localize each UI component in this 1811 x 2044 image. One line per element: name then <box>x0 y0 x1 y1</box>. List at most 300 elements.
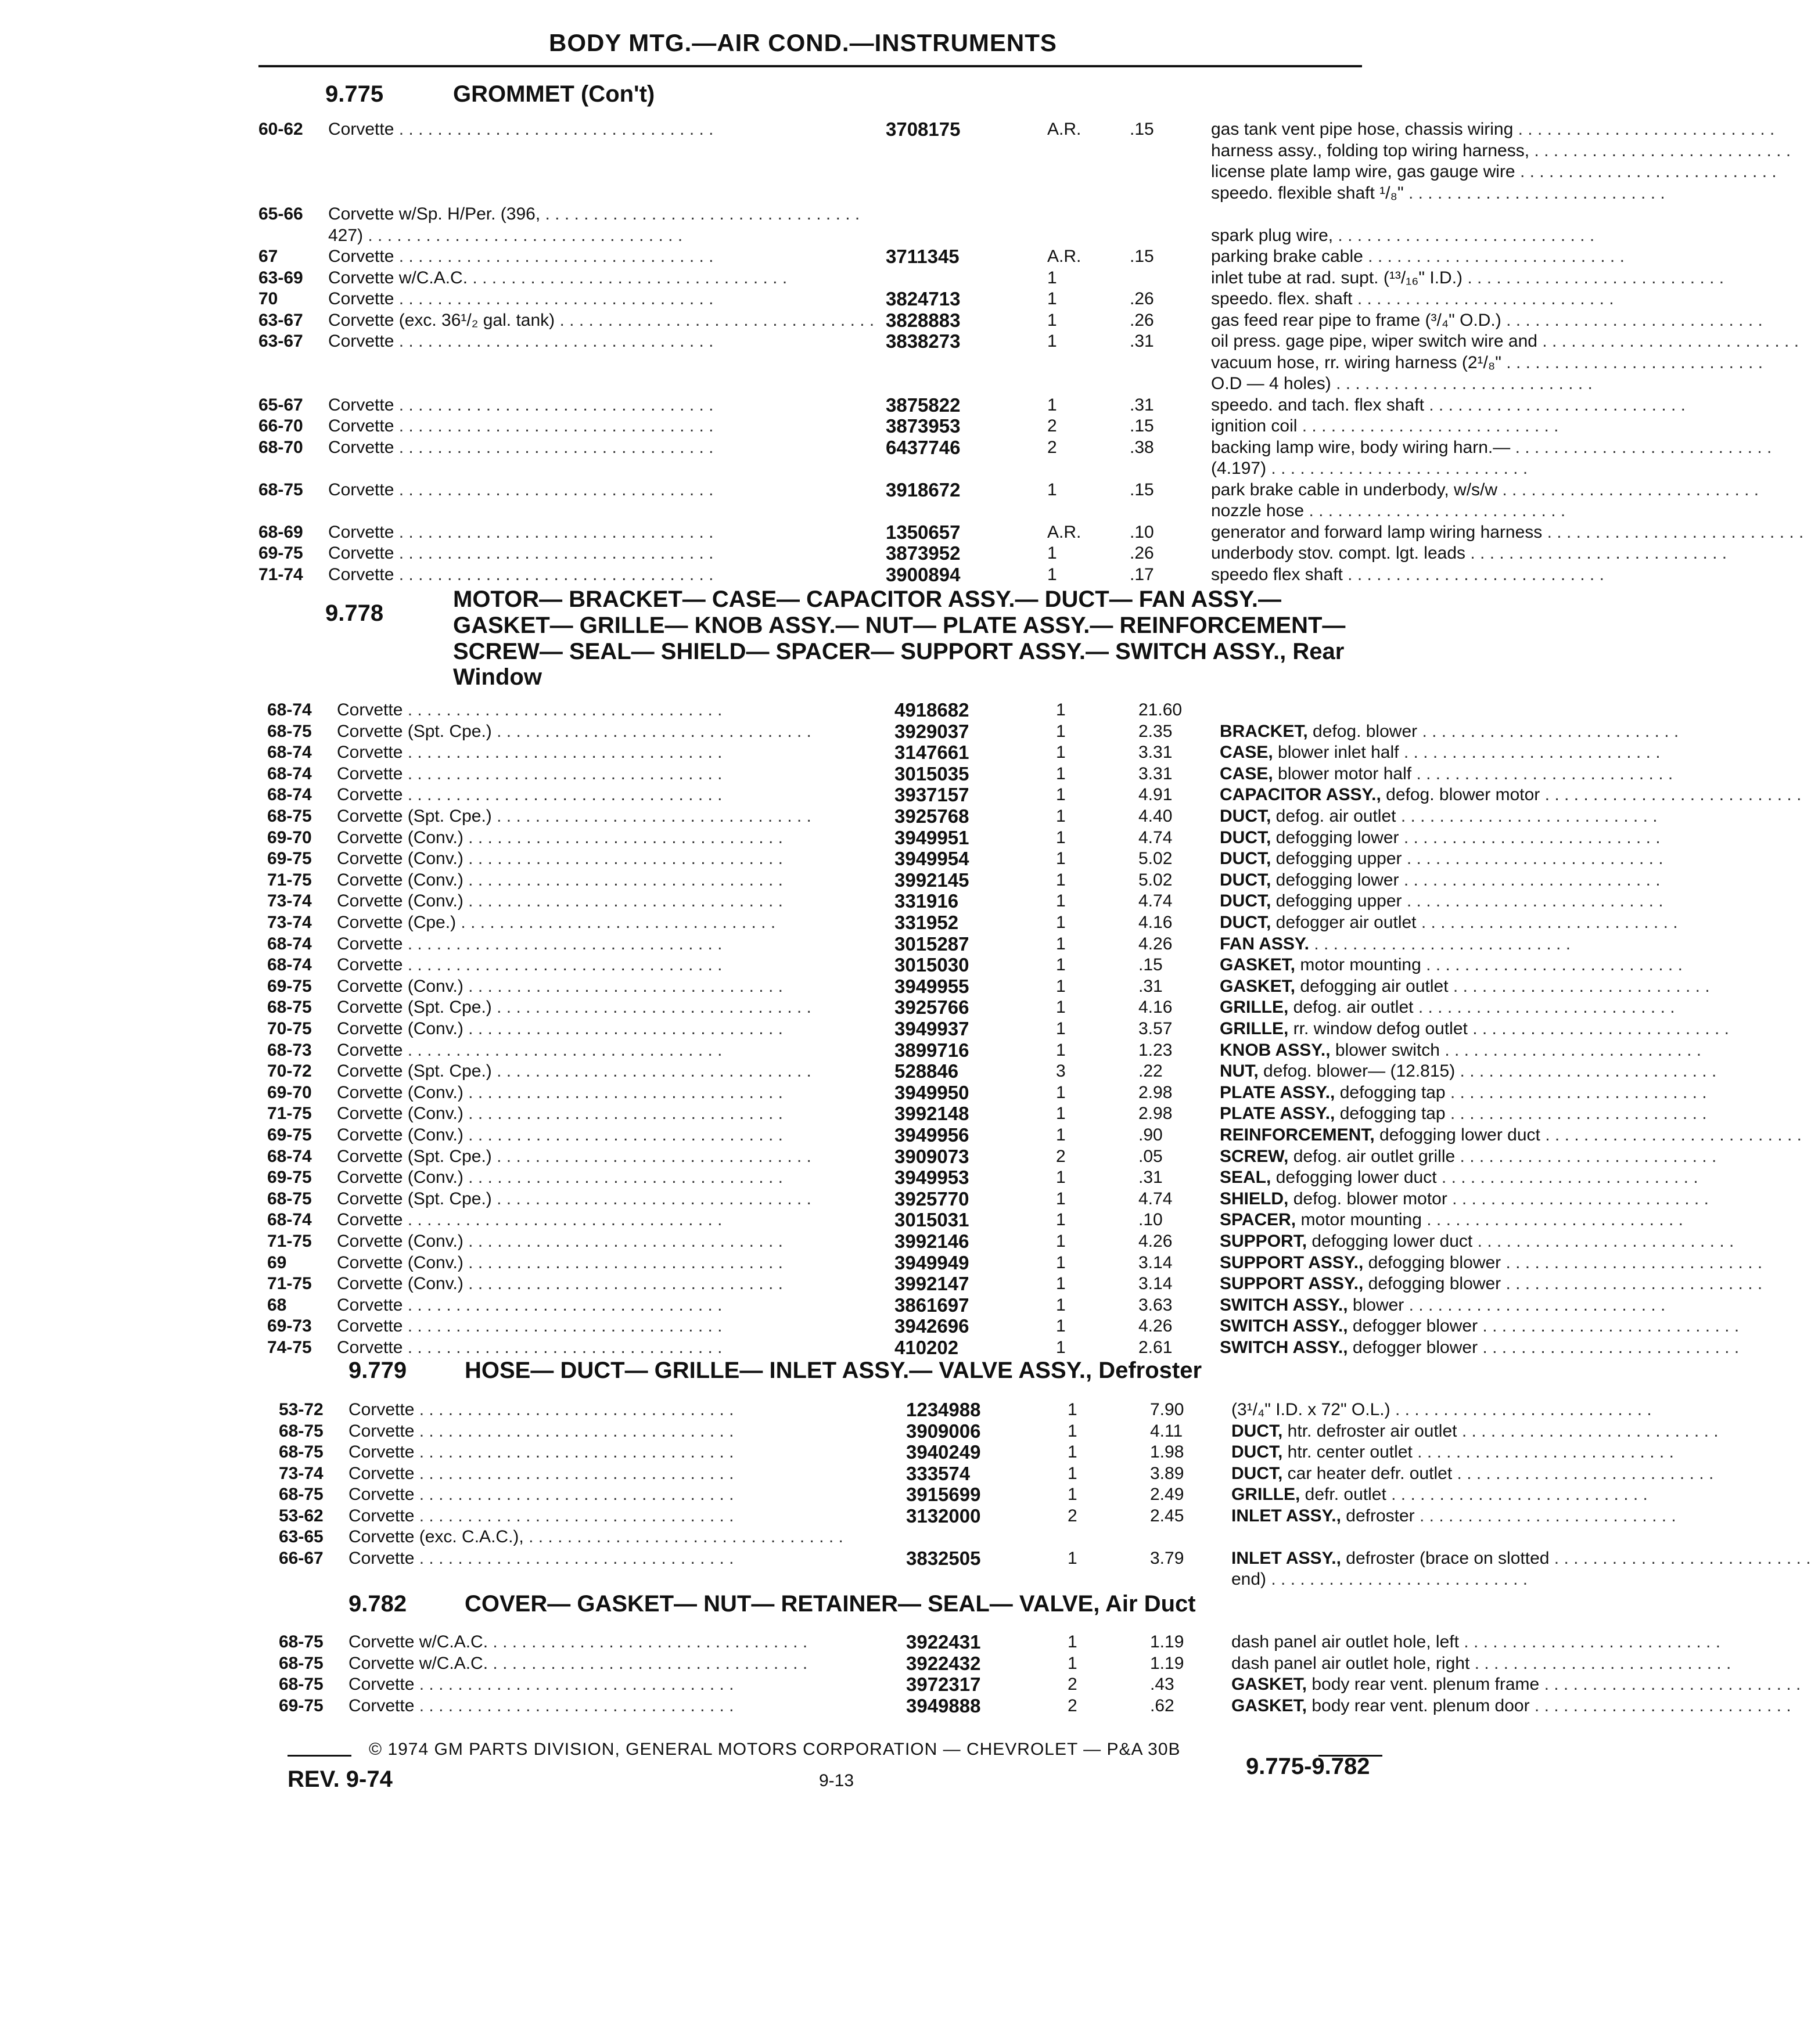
part-number: 3949954 <box>894 848 969 870</box>
part-description <box>1211 480 1629 501</box>
price: .15 <box>1138 955 1163 975</box>
part-description <box>1220 1210 1638 1230</box>
part-description <box>1220 1231 1638 1252</box>
model-name: Corvette . . . <box>337 1337 924 1358</box>
quantity: 1 <box>1047 480 1057 499</box>
part-description-text: blower motor half <box>1273 764 1412 783</box>
model-name: Corvette . . . <box>328 331 915 352</box>
part-keyword: DUCT, <box>1231 1421 1283 1441</box>
model-year: 68-74 <box>267 764 312 783</box>
price: .10 <box>1130 522 1154 542</box>
quantity: 1 <box>1056 1168 1066 1187</box>
part-description-text: parking brake cable <box>1211 247 1363 266</box>
part-number: 3828883 <box>886 309 961 331</box>
model-year: 68-75 <box>267 1189 312 1208</box>
price: .90 <box>1138 1125 1163 1145</box>
quantity: 2 <box>1068 1696 1077 1715</box>
quantity: 1 <box>1056 785 1066 805</box>
quantity: 1 <box>1068 1653 1077 1673</box>
part-description-text: defroster <box>1341 1506 1415 1525</box>
price: 4.74 <box>1138 827 1173 847</box>
part-description <box>1211 246 1629 267</box>
model-year: 53-72 <box>279 1400 324 1419</box>
quantity: 1 <box>1056 1082 1066 1102</box>
model-name: Corvette . . . <box>337 1295 924 1316</box>
quantity: 1 <box>1056 976 1066 996</box>
part-keyword: DUCT, <box>1220 849 1271 869</box>
price: .31 <box>1130 332 1154 351</box>
price: 2.98 <box>1138 1104 1173 1124</box>
quantity: 1 <box>1047 268 1057 287</box>
part-description-text: speedo. and tach. flex shaft <box>1211 395 1424 415</box>
model-name: Corvette . . . <box>348 1506 935 1527</box>
part-number: 3132000 <box>906 1505 981 1527</box>
price: .15 <box>1130 247 1154 266</box>
quantity: 2 <box>1068 1506 1077 1525</box>
quantity: 1 <box>1056 955 1066 975</box>
quantity: 1 <box>1056 764 1066 783</box>
part-number: 3992145 <box>894 869 969 891</box>
part-number: 3972317 <box>906 1674 981 1695</box>
model-name: Corvette . . . <box>337 764 924 785</box>
part-keyword: INLET ASSY., <box>1231 1548 1341 1568</box>
part-keyword: GASKET, <box>1220 976 1296 996</box>
model-name: Corvette (Spt. Cpe.) . . . <box>337 997 924 1018</box>
part-description-text: underbody stov. compt. lgt. leads <box>1211 544 1466 563</box>
part-number: 3992148 <box>894 1103 969 1125</box>
quantity: 1 <box>1056 743 1066 762</box>
part-description-text: speedo. flexible shaft ¹/₈" <box>1211 183 1404 203</box>
model-year: 69-70 <box>267 827 312 847</box>
part-number: 3937157 <box>894 784 969 806</box>
quantity: 1 <box>1056 1040 1066 1060</box>
model-year: 69-73 <box>267 1316 312 1336</box>
model-name: Corvette (Conv.) . . . <box>337 1019 924 1039</box>
part-number: 3015030 <box>894 954 969 976</box>
part-description-text: oil press. gage pipe, wiper switch wire and <box>1211 332 1537 351</box>
part-description-text: harness assy., folding top wiring harness, <box>1211 141 1530 160</box>
model-year: 68-74 <box>267 785 312 805</box>
part-number: 3832505 <box>906 1547 981 1569</box>
section-number: 9.775 <box>325 81 384 107</box>
part-description <box>1220 912 1638 933</box>
part-number: 3918672 <box>886 478 961 501</box>
model-name: Corvette . . . <box>348 1463 935 1484</box>
part-description <box>1211 437 1629 458</box>
part-keyword: CASE, <box>1220 743 1273 762</box>
model-name: Corvette . . . <box>348 1484 935 1505</box>
price: 3.14 <box>1138 1274 1173 1294</box>
part-description-text: blower <box>1348 1295 1404 1315</box>
price: .10 <box>1138 1210 1163 1230</box>
model-name: Corvette (Spt. Cpe.) . . . <box>337 721 924 742</box>
model-year: 69-70 <box>267 1082 312 1102</box>
model-year: 69-75 <box>267 1125 312 1145</box>
quantity: 1 <box>1056 807 1066 826</box>
part-description <box>1211 501 1629 521</box>
price: 4.91 <box>1138 785 1173 805</box>
model-name: Corvette (Spt. Cpe.) . . . <box>337 1189 924 1210</box>
part-description-text: gas tank vent pipe hose, chassis wiring <box>1211 120 1514 139</box>
part-description <box>1211 119 1629 140</box>
price: .62 <box>1150 1696 1174 1715</box>
part-description <box>1220 934 1638 955</box>
part-description-text: defogging lower duct <box>1307 1232 1473 1251</box>
part-keyword: PLATE ASSY., <box>1220 1082 1335 1102</box>
model-name: Corvette . . . <box>337 1316 924 1337</box>
model-year: 69-75 <box>267 849 312 869</box>
part-description-text: defroster (brace on slotted <box>1341 1548 1550 1568</box>
part-number: 3922431 <box>906 1631 981 1653</box>
model-year: 68-75 <box>279 1653 324 1673</box>
part-number: 3949950 <box>894 1081 969 1103</box>
part-number: 3873952 <box>886 542 961 564</box>
model-year: 63-65 <box>279 1527 324 1546</box>
part-number: 3861697 <box>894 1294 969 1316</box>
part-description <box>1220 764 1638 785</box>
part-keyword: CAPACITOR ASSY., <box>1220 785 1381 805</box>
part-description-text: defog. blower <box>1307 721 1418 741</box>
quantity: 2 <box>1056 1146 1066 1166</box>
price: 2.98 <box>1138 1082 1173 1102</box>
part-description <box>1211 373 1629 394</box>
part-description-text: defogging blower <box>1363 1274 1501 1294</box>
quantity: 1 <box>1056 827 1066 847</box>
part-number: 3147661 <box>894 742 969 764</box>
quantity: A.R. <box>1047 247 1081 266</box>
part-number: 3708175 <box>886 118 961 140</box>
part-description-text: body rear vent. plenum frame <box>1307 1675 1540 1694</box>
part-description-text: defogger blower <box>1348 1316 1478 1336</box>
model-year: 53-62 <box>279 1506 324 1525</box>
part-number: 3949956 <box>894 1124 969 1146</box>
part-keyword: GRILLE, <box>1220 998 1289 1017</box>
model-name: Corvette . . . <box>337 742 924 763</box>
price: .15 <box>1130 120 1154 139</box>
model-name: Corvette . . . <box>328 543 915 564</box>
part-description-text: license plate lamp wire, gas gauge wire <box>1211 162 1515 181</box>
model-year: 67 <box>258 247 278 266</box>
model-year: 68-75 <box>267 721 312 741</box>
part-description-text: defog. air outlet grille <box>1288 1146 1456 1166</box>
quantity: A.R. <box>1047 120 1081 139</box>
part-description <box>1211 161 1629 182</box>
price: .15 <box>1130 480 1154 499</box>
part-description-text: motor mounting <box>1295 955 1421 975</box>
model-name: Corvette . . . <box>328 246 915 267</box>
part-keyword: SUPPORT ASSY., <box>1220 1253 1364 1272</box>
model-name: Corvette w/C.A.C. . . . <box>328 268 915 289</box>
part-number: 3922432 <box>906 1652 981 1674</box>
model-name: Corvette (Conv.) . . . <box>337 1125 924 1146</box>
part-description <box>1231 1548 1650 1569</box>
part-description <box>1211 289 1629 310</box>
part-description-text: defogging lower <box>1271 870 1399 890</box>
model-name: Corvette . . . <box>337 785 924 805</box>
part-description <box>1231 1484 1650 1505</box>
part-description <box>1211 543 1629 564</box>
part-description-text: (3¹/₄" I.D. x 72" O.L.) <box>1231 1400 1390 1419</box>
quantity: 1 <box>1056 1104 1066 1124</box>
part-description <box>1220 1019 1638 1039</box>
part-number: 3873953 <box>886 415 961 437</box>
part-description-text: defogging lower duct <box>1271 1168 1437 1187</box>
part-description <box>1211 458 1629 479</box>
part-number: 1350657 <box>886 521 961 543</box>
section-range: 9.775-9.782 <box>1246 1754 1370 1779</box>
part-number: 3949937 <box>894 1018 969 1039</box>
part-description-text: spark plug wire, <box>1211 225 1334 245</box>
part-description <box>1220 1061 1638 1082</box>
quantity: 1 <box>1056 1019 1066 1038</box>
part-description <box>1220 1082 1638 1103</box>
part-keyword: SWITCH ASSY., <box>1220 1338 1348 1357</box>
part-description <box>1231 1674 1650 1695</box>
part-keyword: GRILLE, <box>1231 1485 1300 1504</box>
price: .26 <box>1130 310 1154 330</box>
model-year: 65-67 <box>258 395 303 415</box>
model-year: 68-75 <box>279 1485 324 1504</box>
part-description-text: inlet tube at rad. supt. (¹³/₁₆" I.D.) <box>1211 268 1463 287</box>
model-name: Corvette . . . <box>328 289 915 310</box>
price: 4.26 <box>1138 1232 1173 1251</box>
model-year: 68-74 <box>267 934 312 953</box>
price: 1.19 <box>1150 1632 1184 1651</box>
price: 4.74 <box>1138 1189 1173 1208</box>
price: 3.57 <box>1138 1019 1173 1038</box>
part-keyword: SCREW, <box>1220 1146 1289 1166</box>
part-description <box>1220 1189 1638 1210</box>
model-year: 71-75 <box>267 1232 312 1251</box>
model-name: Corvette w/C.A.C. . . . <box>348 1632 935 1653</box>
part-description-text: speedo flex shaft <box>1211 564 1343 584</box>
price: .31 <box>1138 1168 1163 1187</box>
model-year: 73-74 <box>267 891 312 911</box>
part-description <box>1220 1103 1638 1124</box>
price: 7.90 <box>1150 1400 1184 1419</box>
part-description-text: defogging tap <box>1335 1104 1446 1124</box>
price: 5.02 <box>1138 870 1173 890</box>
part-description-text: blower inlet half <box>1273 743 1399 762</box>
part-keyword: DUCT, <box>1231 1463 1283 1483</box>
price: 3.31 <box>1138 743 1173 762</box>
model-name: Corvette (Conv.) . . . <box>337 1273 924 1294</box>
price: .22 <box>1138 1061 1163 1081</box>
part-number: 3925768 <box>894 805 969 827</box>
page-header <box>258 29 1362 70</box>
price: 4.16 <box>1138 998 1173 1017</box>
part-number: 3929037 <box>894 720 969 742</box>
part-description <box>1211 225 1629 246</box>
model-year: 73-74 <box>267 913 312 932</box>
header-rule <box>258 65 1362 67</box>
price: .31 <box>1138 976 1163 996</box>
part-number: 1234988 <box>906 1399 981 1420</box>
quantity: 1 <box>1056 934 1066 953</box>
model-name: Corvette (Conv.) . . . <box>337 891 924 912</box>
part-description <box>1220 870 1638 891</box>
quantity: 1 <box>1047 544 1057 563</box>
part-description-text: park brake cable in underbody, w/s/w <box>1211 480 1498 499</box>
footer-rule-left <box>288 1755 351 1757</box>
price: 4.74 <box>1138 891 1173 911</box>
section-number: 9.778 <box>325 600 384 626</box>
model-year: 68-73 <box>267 1040 312 1060</box>
part-description <box>1211 564 1629 585</box>
model-name: Corvette (Conv.) . . . <box>337 1082 924 1103</box>
page-title: BODY MTG.—AIR COND.—INSTRUMENTS <box>549 29 1057 56</box>
price: 4.11 <box>1150 1421 1183 1441</box>
part-keyword: DUCT, <box>1220 913 1271 932</box>
part-description-text: ignition coil <box>1211 416 1298 436</box>
quantity: 3 <box>1056 1061 1066 1081</box>
model-name: Corvette . . . <box>348 1548 935 1569</box>
part-description <box>1211 352 1629 373</box>
part-number: 3015287 <box>894 933 969 955</box>
part-description-text: defog. blower motor <box>1288 1189 1447 1208</box>
model-name: Corvette . . . <box>348 1421 935 1442</box>
part-description <box>1220 785 1638 805</box>
model-year: 68-75 <box>267 998 312 1017</box>
part-keyword: GASKET, <box>1220 955 1296 975</box>
model-name: Corvette . . . <box>337 1210 924 1230</box>
price: 1.98 <box>1150 1442 1184 1462</box>
part-number: 3909006 <box>906 1420 981 1442</box>
model-year: 71-74 <box>258 564 303 584</box>
part-description-text: defogging upper <box>1271 849 1402 869</box>
model-year: 68-74 <box>267 743 312 762</box>
model-name: Corvette . . . <box>337 1040 924 1061</box>
part-description-text: backing lamp wire, body wiring harn.— <box>1211 437 1511 457</box>
part-keyword: PLATE ASSY., <box>1220 1104 1335 1124</box>
part-description-text: vacuum hose, rr. wiring harness (2¹/₈" <box>1211 352 1501 372</box>
model-name: Corvette (exc. C.A.C.), . . . <box>348 1527 935 1548</box>
part-description-text: defogging upper <box>1271 891 1402 911</box>
part-description <box>1231 1463 1650 1484</box>
part-keyword: FAN ASSY. <box>1220 934 1309 953</box>
part-description-text: nozzle hose <box>1211 501 1305 520</box>
part-description-text: defogging blower <box>1363 1253 1501 1272</box>
part-description-text: defogging lower <box>1271 827 1399 847</box>
model-year: 73-74 <box>279 1463 324 1483</box>
model-year: 68-75 <box>279 1421 324 1441</box>
part-description-text: end) <box>1231 1570 1267 1589</box>
part-keyword: DUCT, <box>1231 1442 1283 1462</box>
model-year: 70-72 <box>267 1061 312 1081</box>
part-description <box>1231 1696 1650 1716</box>
part-number: 3015035 <box>894 762 969 785</box>
quantity: 1 <box>1056 1232 1066 1251</box>
model-name: Corvette . . . <box>337 934 924 955</box>
part-number: 331952 <box>894 912 959 933</box>
model-name: 427) . . . <box>328 225 915 246</box>
quantity: 1 <box>1047 289 1057 308</box>
model-name: Corvette . . . <box>328 437 915 458</box>
page-number: 9-13 <box>819 1771 854 1790</box>
section-title: MOTOR— BRACKET— CASE— CAPACITOR ASSY.— DUCT— FAN ASSY.— GASKET— GRILLE— KNOB ASSY.— NUT— PLATE ASSY.— REINFORCEMENT— SCREW— SEAL— SHIELD— SPACER— SUPPORT ASSY.— SWITCH ASSY., Rear Window <box>453 586 1346 690</box>
part-number: 3942696 <box>894 1315 969 1337</box>
quantity: 1 <box>1056 1274 1066 1294</box>
part-description <box>1220 891 1638 912</box>
model-year: 68-75 <box>279 1632 324 1651</box>
model-name: Corvette (Conv.) . . . <box>337 1231 924 1252</box>
quantity: 1 <box>1056 1253 1066 1272</box>
part-number: 3909073 <box>894 1145 969 1167</box>
price: 1.23 <box>1138 1040 1173 1060</box>
model-name: Corvette (Spt. Cpe.) . . . <box>337 806 924 827</box>
part-description <box>1220 742 1638 763</box>
part-description-text: dash panel air outlet hole, left <box>1231 1632 1459 1651</box>
model-year: 68-74 <box>267 1210 312 1230</box>
part-keyword: GASKET, <box>1231 1675 1307 1694</box>
model-name: Corvette . . . <box>337 955 924 976</box>
part-keyword: KNOB ASSY., <box>1220 1040 1331 1060</box>
part-number: 333574 <box>906 1462 971 1484</box>
price: 1.19 <box>1150 1653 1184 1673</box>
price: 4.16 <box>1138 913 1173 932</box>
part-description <box>1220 1295 1638 1316</box>
part-keyword: NUT, <box>1220 1061 1259 1081</box>
quantity: 1 <box>1056 870 1066 890</box>
part-description <box>1231 1569 1650 1590</box>
model-name: Corvette . . . <box>348 1399 935 1420</box>
part-number: 3925770 <box>894 1187 969 1210</box>
model-year: 68-75 <box>279 1442 324 1462</box>
part-description <box>1220 997 1638 1018</box>
part-description <box>1211 183 1629 204</box>
part-description-text: generator and forward lamp wiring harness <box>1211 522 1543 542</box>
part-number: 3949888 <box>906 1694 981 1716</box>
model-name: Corvette (Cpe.) . . . <box>337 912 924 933</box>
part-description-text: rr. window defog outlet <box>1288 1019 1468 1038</box>
part-description-text: defogging tap <box>1335 1082 1446 1102</box>
part-number: 3824713 <box>886 288 961 310</box>
model-year: 69-75 <box>258 544 303 563</box>
part-description-text: defog. blower motor <box>1381 785 1540 805</box>
part-description <box>1220 1167 1638 1188</box>
part-description-text: htr. center outlet <box>1282 1442 1413 1462</box>
quantity: 1 <box>1056 721 1066 741</box>
price: 4.26 <box>1138 934 1173 953</box>
price: 2.49 <box>1150 1485 1184 1504</box>
part-number: 3949951 <box>894 826 969 848</box>
model-year: 69-75 <box>279 1696 324 1715</box>
part-description <box>1220 1040 1638 1061</box>
price: 3.79 <box>1150 1548 1184 1568</box>
price: .31 <box>1130 395 1154 415</box>
part-number: 3838273 <box>886 330 961 352</box>
quantity: 2 <box>1047 416 1057 436</box>
part-description <box>1231 1632 1650 1653</box>
part-description <box>1231 1421 1650 1442</box>
price: .26 <box>1130 289 1154 308</box>
price: 2.45 <box>1150 1506 1184 1525</box>
part-keyword: DUCT, <box>1220 827 1271 847</box>
model-year: 68-69 <box>258 522 303 542</box>
quantity: 1 <box>1068 1442 1077 1462</box>
price: 3.63 <box>1138 1295 1173 1315</box>
model-name: Corvette (Conv.) . . . <box>337 1253 924 1273</box>
part-number: 6437746 <box>886 436 961 458</box>
price: 4.26 <box>1138 1316 1173 1336</box>
copyright-line: © 1974 GM PARTS DIVISION, GENERAL MOTORS CORPORATION — CHEVROLET — P&A 30B <box>369 1740 1181 1759</box>
model-name: Corvette (Conv.) . . . <box>337 848 924 869</box>
part-number: 3949953 <box>894 1167 969 1189</box>
part-keyword: SEAL, <box>1220 1168 1271 1187</box>
part-number: 3992147 <box>894 1273 969 1295</box>
model-year: 69-75 <box>267 1168 312 1187</box>
model-year: 70 <box>258 289 278 308</box>
